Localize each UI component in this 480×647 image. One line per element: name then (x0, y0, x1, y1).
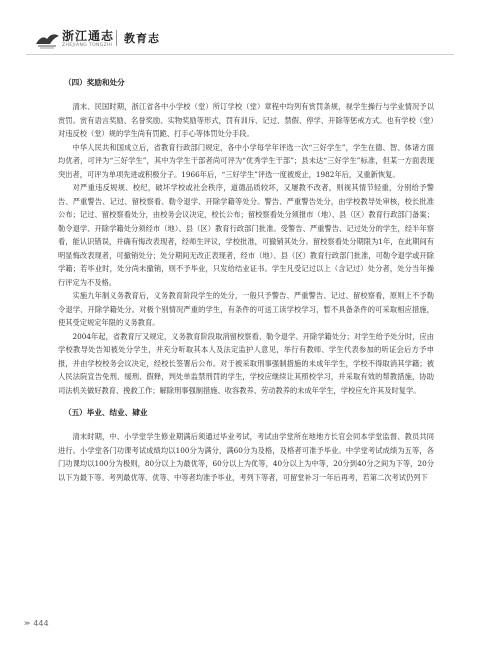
paragraph: 中华人民共和国成立后，省教育行政部门规定，各中小学每学年评选一次“三好学生”，学生在德、智、体诸方面均优者，可评为“三好学生”，其中为学生干部者尚可评为“优秀学生干部”；县未达“三好学生”标准，但某一方面表现突出者，可评为单项先进或积极分子。1966年后，“三好学生”评选一度被废止，1982年后，又重新恢复。 (58, 142, 434, 179)
page-body (58, 76, 434, 484)
header-rule (26, 54, 454, 55)
page-number-value: 444 (33, 619, 49, 628)
publication-subtitle: ZHEJIANG TONGZHI (62, 43, 113, 48)
section-heading-rewards: （四）奖励和处分 (64, 78, 125, 87)
page-marker-icon: ≫ (24, 620, 31, 627)
paragraph: 清末时期，中、小学堂学生修业期满后须通过毕业考试，考试由学堂所在地地方长官会同本学堂监督、教员共同进行。小学堂各门功课考试成绩均以100分为满分，满60分为及格，及格者可准予毕业。中学堂考试成绩为五等，各门功课均以100分为极则，80分以上为最优等，60分以上为优等，40分以上为中等，20分到40分之间为下等，20分以下为最下等。考列最优等、优等、中等者均准予毕业，考列下等者，可留堂补习一年后再考，若第二次考试仍列下 (58, 432, 434, 482)
paragraph: 2004年起，省教育厅又规定，义务教育阶段取消留校察看、勒令退学、开除学籍处分；对学生给予处分时，应由学校教导处告知被处分学生，并充分听取其本人及法定监护人意见，举行有教师、学生代表参加的听证会后方予申报，并由学校校务会议决定，经校长签署后公布。对于被采取刑事强制措施的未成年学生，学校不得取消其学籍；被人民法院宣告免刑、缓刑、假释，判处单监禁刑罚的学生，学校应继续让其照校学习，并采取有效的帮教措施，协助司法机关做好教育、挽救工作；解除刑事强制措施、收容教养、劳动教养的未成年学生，学校应允许其及时复学。 (58, 331, 434, 395)
section-heading-graduation: （五）毕业、结业、肄业 (64, 408, 148, 417)
zhejiang-tongzhi-logo-icon (34, 28, 60, 50)
volume-name: 教育志 (124, 32, 160, 45)
section-gap (58, 397, 434, 406)
page-header (0, 26, 480, 66)
paragraph: 对严重违反规规、校纪，破坏学校或社会秩序，道德品质较坏，又屡教不改者，则视其情节轻重，分别给予警告、严重警告、记过、留校察看、勒令退学、开除学籍等处分。警告、严重警告处分，由学校教导处审核，校长批准公布；记过、留校察看处分，由校务会议决定，校长公布；留校察看处分须报市（地）、县（区）教育行政部门备案；勒令退学、开除学籍处分须经市（地）、县（区）教育行政部门批准。受警告、严重警告、记过处分的学生，经半年察看，能认识错误，并确有悔改表现者，经师生评议，学校批准，可撤销其处分。留校察看处分期限为1年，在此期间有明显悔改表现者，可撤销处分；处分期间无改正表现者，经市（地）、县（区）教育行政部门批准，可勒令退学或开除学籍；若毕业时，处分尚未撤销，则不予毕业，只发给结业证书。学生凡受记过以上（含记过）处分者，处分当年操行评定为不及格。 (58, 183, 434, 287)
header-divider (116, 30, 117, 46)
paragraph: 实施九年制义务教育后，义务教育阶段学生的处分，一般只予警告、严重警告、记过、留校察看，原则上不予勒令退学、开除学籍处分。对极个别情况严重的学生，有条件的可送工读学校学习，暂不具备条件的可采取相应措施，使其受定规定年限的义务教育。 (58, 291, 434, 327)
publication-title: 浙江通志 (62, 29, 115, 43)
page-number (24, 619, 49, 628)
paragraph: 清末、民国时期，浙江省各中小学校（堂）所订学校（堂）章程中均列有赏罚条规，视学生操行与学业情况予以赏罚。赏有语言奖励、名誉奖励、实物奖励等形式，罚有训斥、记过、禁假、停学、开除等惩戒方式。也有学校（堂）对违反校（堂）规的学生尚有罚跪、打手心等体罚处分手段。 (58, 102, 434, 138)
